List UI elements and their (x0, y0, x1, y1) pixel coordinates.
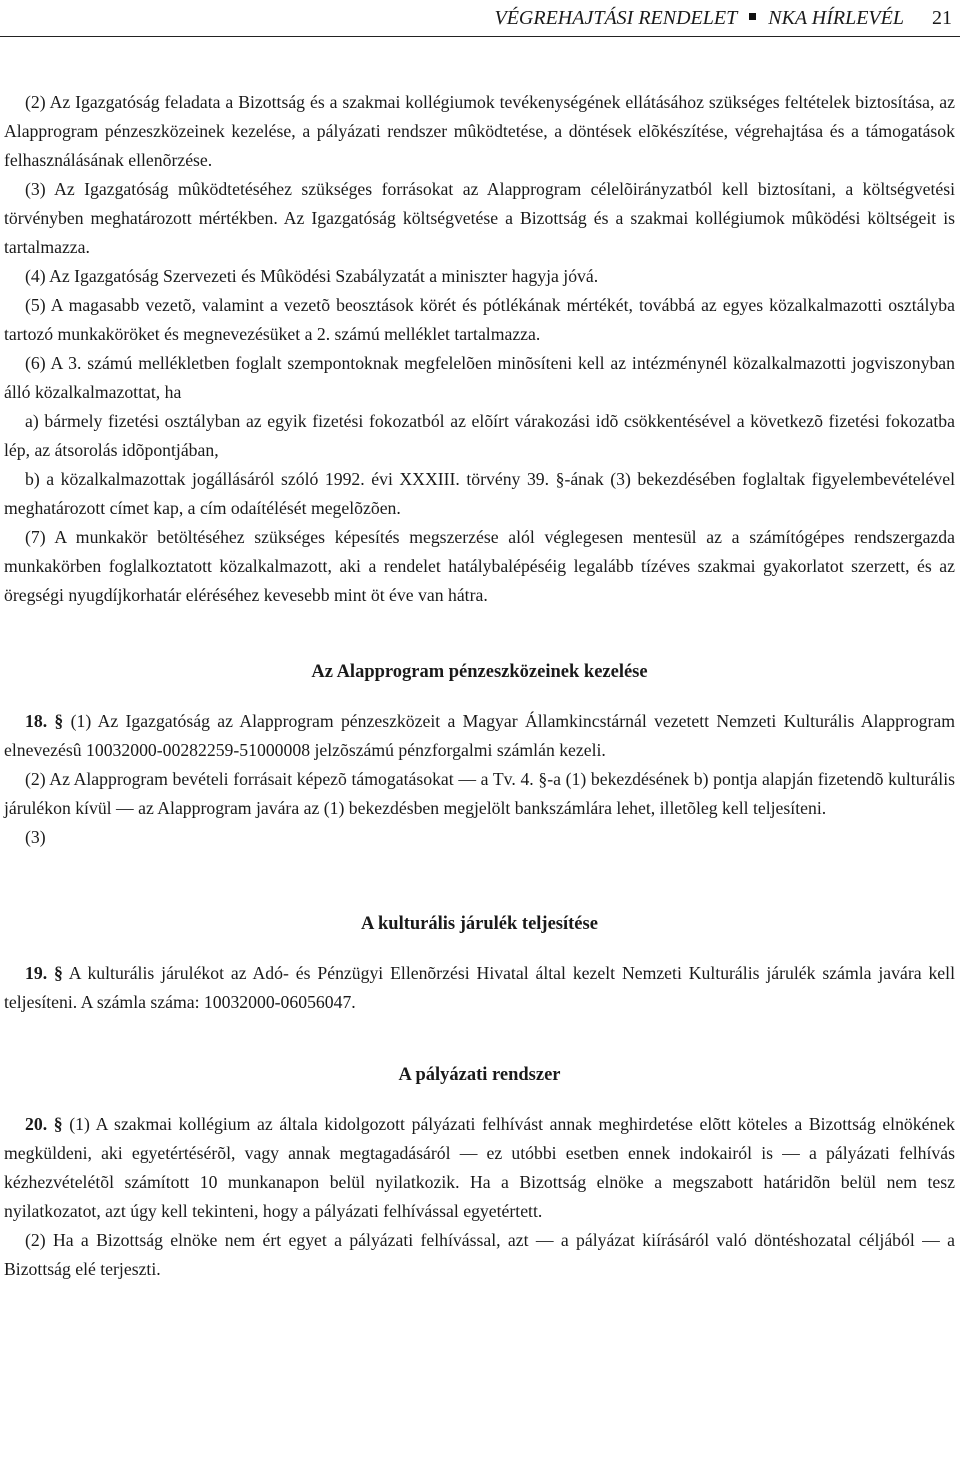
paragraph: (3) Az Igazgatóság mûködtetéséhez szükséges forrásokat az Alapprogram célelõirányzatból kell biztosítani, a költségvetési törvényben meghatározott mértékben. Az Igazgatóság költségvetése a Bizottság és a szakmai kollégiumok mûködési költségeit is tartalmazza. (4, 179, 955, 257)
paragraph: (6) A 3. számú mellékletben foglalt szempontoknak megfelelõen minõsíteni kell az intézménynél közalkalmazotti jogviszonyban álló közalkalmazottat, ha (4, 353, 955, 402)
header-content (494, 7, 952, 30)
square-bullet-icon (749, 13, 756, 20)
paragraph: (2) Ha a Bizottság elnöke nem ért egyet a pályázati felhívással, azt — a pályázat kiírásáról való döntéshozatal céljából — a Bizottság elé terjeszti. (4, 1230, 955, 1279)
header-title: VÉGREHAJTÁSI RENDELET (494, 7, 738, 29)
section-text: A kulturális járulékot az Adó- és Pénzügyi Ellenõrzési Hivatal által kezelt Nemzeti Kulturális járulék számla javára kell teljesíteni. A számla száma: 10032000-06056047. (4, 963, 955, 1012)
paragraph: (7) A munkakör betöltéséhez szükséges képesítés megszerzése alól véglegesen mentesül az a számítógépes rendszergazda munkakörben foglalkoztatott közalkalmazott, aki a rendelet hatálybalépéséig legalább tízéves szakmai gyakorlatot szerzett, és az öregségi nyugdíjkorhatár eléréséhez kevesebb mint öt éve van hátra. (4, 527, 955, 605)
paragraph: a) bármely fizetési osztályban az egyik fizetési fokozatból az elõírt várakozási idõ csökkentésével a következõ fizetési fokozatba lép, az átsorolás idõpontjában, (4, 411, 955, 460)
section-paragraph (4, 959, 955, 1017)
section-heading: Az Alapprogram pénzeszközeinek kezelése (311, 662, 648, 682)
section-paragraph (4, 1110, 955, 1226)
paragraph: b) a közalkalmazottak jogállásáról szóló 1992. évi XXXIII. törvény 39. §-ának (3) bekezdésében foglaltak figyelembevételével meghatározott címet kap, a cím odaítélését megelõzõen. (4, 469, 955, 518)
paragraph: (4) Az Igazgatóság Szervezeti és Mûködési Szabályzatát a miniszter hagyja jóvá. (25, 266, 599, 286)
paragraph: (3) (25, 827, 46, 847)
section-number: 19. § (25, 963, 63, 983)
section-heading: A kulturális járulék teljesítése (361, 914, 598, 934)
paragraph: (5) A magasabb vezetõ, valamint a vezetõ beosztások körét és pótlékának mértékét, továbbá az egyes közalkalmazotti osztályba tartozó munkaköröket és megnevezésüket a 2. számú melléklet tartalmazza. (4, 295, 955, 344)
section-text: (1) Az Igazgatóság az Alapprogram pénzeszközeit a Magyar Államkincstárnál vezetett Nemzeti Kulturális Alapprogram elnevezésû 10032000-00282259-51000008 jelzõszámú pénzforgalmi számlán kezeli. (4, 711, 956, 760)
paragraph: (2) Az Alapprogram bevételi forrásait képezõ támogatásokat — a Tv. 4. §-a (1) bekezdésének b) pontja alapján fizetendõ kulturális járulékon kívül — az Alapprogram javára az (1) bekezdésben megjelölt bankszámlára lehet, illetõleg kell teljesíteni. (4, 769, 955, 818)
section-text: (1) A szakmai kollégium az általa kidolgozott pályázati felhívást annak meghirdetése elõtt köteles a Bizottság elnökének megküldeni, aki egyetértésérõl, vagy annak megtagadásáról — ez utóbbi esetben ennek indokairól is — a pályázati felhívás kézhezvételétõl számított 10 munkanapon belül nyilatkozik. Ha a Bizottság elnöke a megszabott határidõn belül nem tesz nyilatkozatot, azt úgy kell tekinteni, hogy a pályázati felhívással egyetértett. (4, 1114, 956, 1221)
section-number: 20. § (25, 1114, 63, 1134)
section-paragraph (4, 707, 955, 765)
page-number: 21 (932, 7, 952, 29)
document-body (4, 88, 955, 1284)
paragraph: (2) Az Igazgatóság feladata a Bizottság és a szakmai kollégiumok tevékenységének ellátásához szükséges feltételek biztosítása, az Alapprogram pénzeszközeinek kezelése, a pályázati rendszer mûködtetése, a döntések elõkészítése, végrehajtása és a támogatások felhasználásának ellenõrzése. (4, 92, 955, 170)
header-publication: NKA HÍRLEVÉL (768, 7, 904, 29)
running-header (0, 0, 960, 37)
section-heading: A pályázati rendszer (398, 1065, 561, 1085)
section-number: 18. § (25, 711, 64, 731)
